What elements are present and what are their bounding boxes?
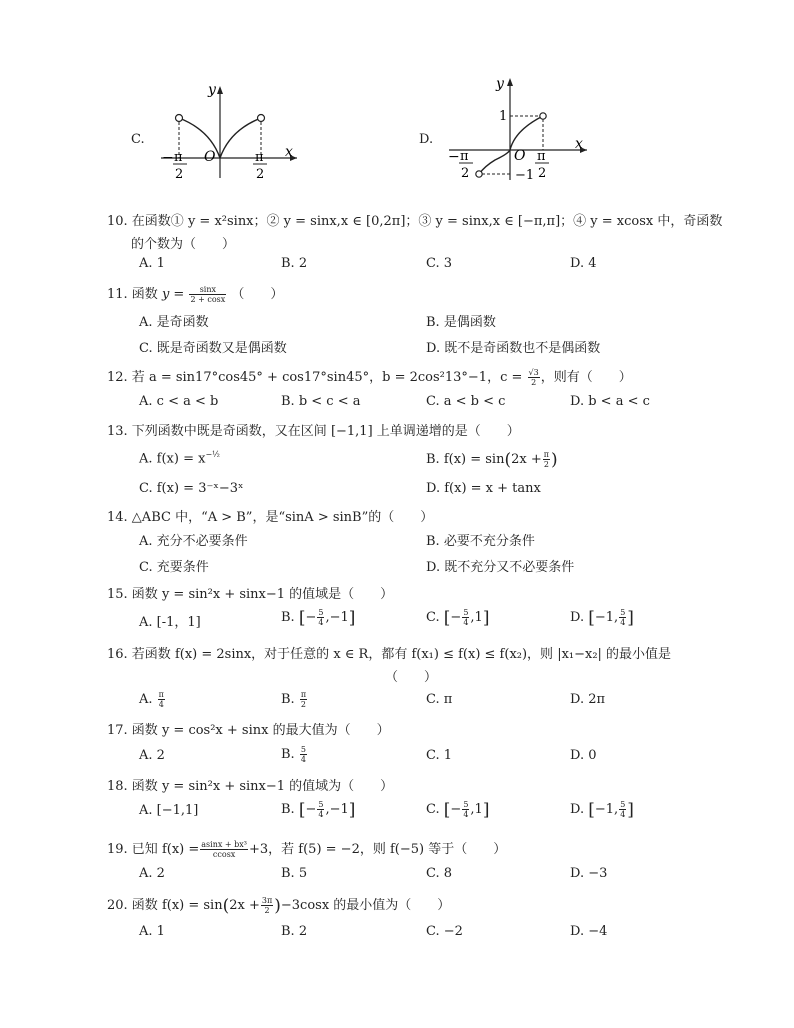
open-point-right	[258, 115, 265, 122]
q17-option-c[interactable]: C. 1	[426, 748, 453, 763]
q16-option-d[interactable]: D. 2π	[570, 692, 606, 707]
open-point-top	[540, 113, 546, 119]
two-left: 2	[175, 167, 184, 182]
origin-label: O	[204, 149, 216, 165]
open-point-bottom	[476, 171, 482, 177]
q20-option-b[interactable]: B. 2	[281, 924, 308, 939]
neg-one-label: −1	[515, 168, 535, 183]
pi-right: π	[255, 150, 264, 165]
q14-option-c[interactable]: C. 充要条件	[139, 560, 209, 575]
q13-option-d[interactable]: D. f(x) = x + tanx	[426, 481, 541, 496]
graph-c	[155, 78, 305, 188]
graph-d	[445, 74, 595, 184]
q17-option-a[interactable]: A. 2	[139, 748, 165, 763]
q11-stem: 11. 函数 y = $\frac{\sin x}{2 + \cos x}$ （ ）	[107, 285, 284, 304]
q11-option-d[interactable]: D. 既不是奇函数也不是偶函数	[426, 341, 601, 356]
one-label: 1	[499, 109, 508, 124]
q12-option-c[interactable]: C. a < b < c	[426, 394, 506, 409]
minus-sign: −	[448, 149, 460, 165]
q13-stem: 13. 下列函数中既是奇函数，又在区间 [−1,1] 上单调递增的是（ ）	[107, 424, 520, 439]
q15-option-a[interactable]: A. [-1，1]	[139, 615, 201, 630]
q13-option-b[interactable]: B. f(x) = sin(2x + $\frac{\pi}{2}$ )	[426, 450, 558, 470]
pi-right: π	[537, 149, 546, 164]
q11-option-a[interactable]: A. 是奇函数	[139, 315, 209, 330]
q13-option-c[interactable]: C. f(x) = 3⁻ˣ−3ˣ	[139, 481, 244, 496]
q18-option-b[interactable]: B. [− $\frac{5}{4}$ ,−1]	[281, 800, 356, 820]
q15-stem: 15. 函数 y = sin²x + sinx−1 的值域是（ ）	[107, 587, 394, 602]
option-d-label: D.	[419, 132, 434, 147]
x-label: x	[575, 136, 583, 152]
q18-option-d[interactable]: D. [−1, $\frac{5}{4}$ ]	[570, 800, 634, 820]
q10-stem-line1: 10. 在函数① y = x²sinx；② y = sinx,x ∈ [0,2π]；③ y = sinx,x ∈ [−π,π]；④ y = xcosx 中，奇函数	[107, 214, 723, 229]
q10-option-a[interactable]: A. 1	[139, 256, 165, 271]
q15-option-b[interactable]: B. [− $\frac{5}{4}$ ,−1]	[281, 608, 356, 628]
origin-label: O	[514, 148, 526, 164]
y-axis-arrow	[217, 86, 223, 94]
q19-stem: 19. 已知 f(x) = $\frac{\text{asinx + bx³}}{ccosx}$ +3，若 f(5) = −2，则 f(−5) 等于（ ）	[107, 840, 507, 859]
option-c-label: C.	[131, 132, 145, 147]
q17-option-d[interactable]: D. 0	[570, 748, 597, 763]
y-label: y	[208, 82, 216, 98]
q20-stem: 20. 函数 f(x) = sin(2x + $\frac{3\pi}{2}$ )−3cosx 的最小值为（ ）	[107, 896, 451, 916]
curve	[479, 116, 543, 174]
q16-option-c[interactable]: C. π	[426, 692, 453, 707]
q16-stem-line1: 16. 若函数 f(x) = 2sinx，对于任意的 x ∈ R，都有 f(x₁) ≤ f(x) ≤ f(x₂)，则 |x₁−x₂| 的最小值是	[107, 647, 672, 662]
q15-option-d[interactable]: D. [−1, $\frac{5}{4}$ ]	[570, 608, 634, 628]
q15-option-c[interactable]: C. [− $\frac{5}{4}$ ,1]	[426, 608, 490, 628]
q18-stem: 18. 函数 y = sin²x + sinx−1 的值域为（ ）	[107, 779, 394, 794]
q11-option-b[interactable]: B. 是偶函数	[426, 315, 496, 330]
q12-stem: 12. 若 a = sin17°cos45° + cos17°sin45°，b = 2cos²13°−1，c = $\frac{√3}{2}$ ，则有（ ）	[107, 368, 632, 387]
pi-left: π	[460, 149, 469, 164]
q19-option-a[interactable]: A. 2	[139, 866, 165, 881]
two-left: 2	[461, 166, 470, 181]
q19-option-c[interactable]: C. 8	[426, 866, 453, 881]
q12-option-a[interactable]: A. c < a < b	[139, 394, 219, 409]
q16-stem-line2: （ ）	[385, 670, 438, 685]
q11-option-c[interactable]: C. 既是奇函数又是偶函数	[139, 341, 287, 356]
q18-option-c[interactable]: C. [− $\frac{5}{4}$ ,1]	[426, 800, 490, 820]
q14-option-b[interactable]: B. 必要不充分条件	[426, 534, 535, 549]
y-label: y	[496, 76, 504, 92]
q19-option-b[interactable]: B. 5	[281, 866, 308, 881]
q10-stem-line2: 的个数为（ ）	[131, 237, 236, 252]
pi-left: π	[174, 150, 183, 165]
q10-option-c[interactable]: C. 3	[426, 256, 453, 271]
q16-option-a[interactable]: A. $\frac{\pi}{4}$	[139, 690, 164, 709]
q16-option-b[interactable]: B. $\frac{\pi}{2}$	[281, 690, 307, 709]
q17-option-b[interactable]: B. $\frac{5}{4}$	[281, 745, 306, 764]
q18-option-a[interactable]: A. [−1,1]	[139, 803, 199, 818]
q14-option-d[interactable]: D. 既不充分又不必要条件	[426, 560, 575, 575]
minus-sign: −	[162, 150, 174, 166]
open-point-left	[176, 115, 183, 122]
q12-option-b[interactable]: B. b < c < a	[281, 394, 361, 409]
q20-option-c[interactable]: C. −2	[426, 924, 463, 939]
q10-option-d[interactable]: D. 4	[570, 256, 597, 271]
q13-option-a[interactable]: A. $f(x) = x^{-\frac{1}{2}}$	[139, 450, 220, 467]
q10-option-b[interactable]: B. 2	[281, 256, 308, 271]
two-right: 2	[538, 166, 547, 181]
q12-option-d[interactable]: D. b < a < c	[570, 394, 650, 409]
q20-option-d[interactable]: D. −4	[570, 924, 608, 939]
x-label: x	[285, 144, 293, 160]
q20-option-a[interactable]: A. 1	[139, 924, 165, 939]
two-right: 2	[256, 167, 265, 182]
q14-stem: 14. △ABC 中，“A > B”，是“sinA > sinB”的（ ）	[107, 510, 434, 525]
q19-option-d[interactable]: D. −3	[570, 866, 608, 881]
q14-option-a[interactable]: A. 充分不必要条件	[139, 534, 248, 549]
y-axis-arrow	[507, 78, 513, 86]
q17-stem: 17. 函数 y = cos²x + sinx 的最大值为（ ）	[107, 723, 390, 738]
